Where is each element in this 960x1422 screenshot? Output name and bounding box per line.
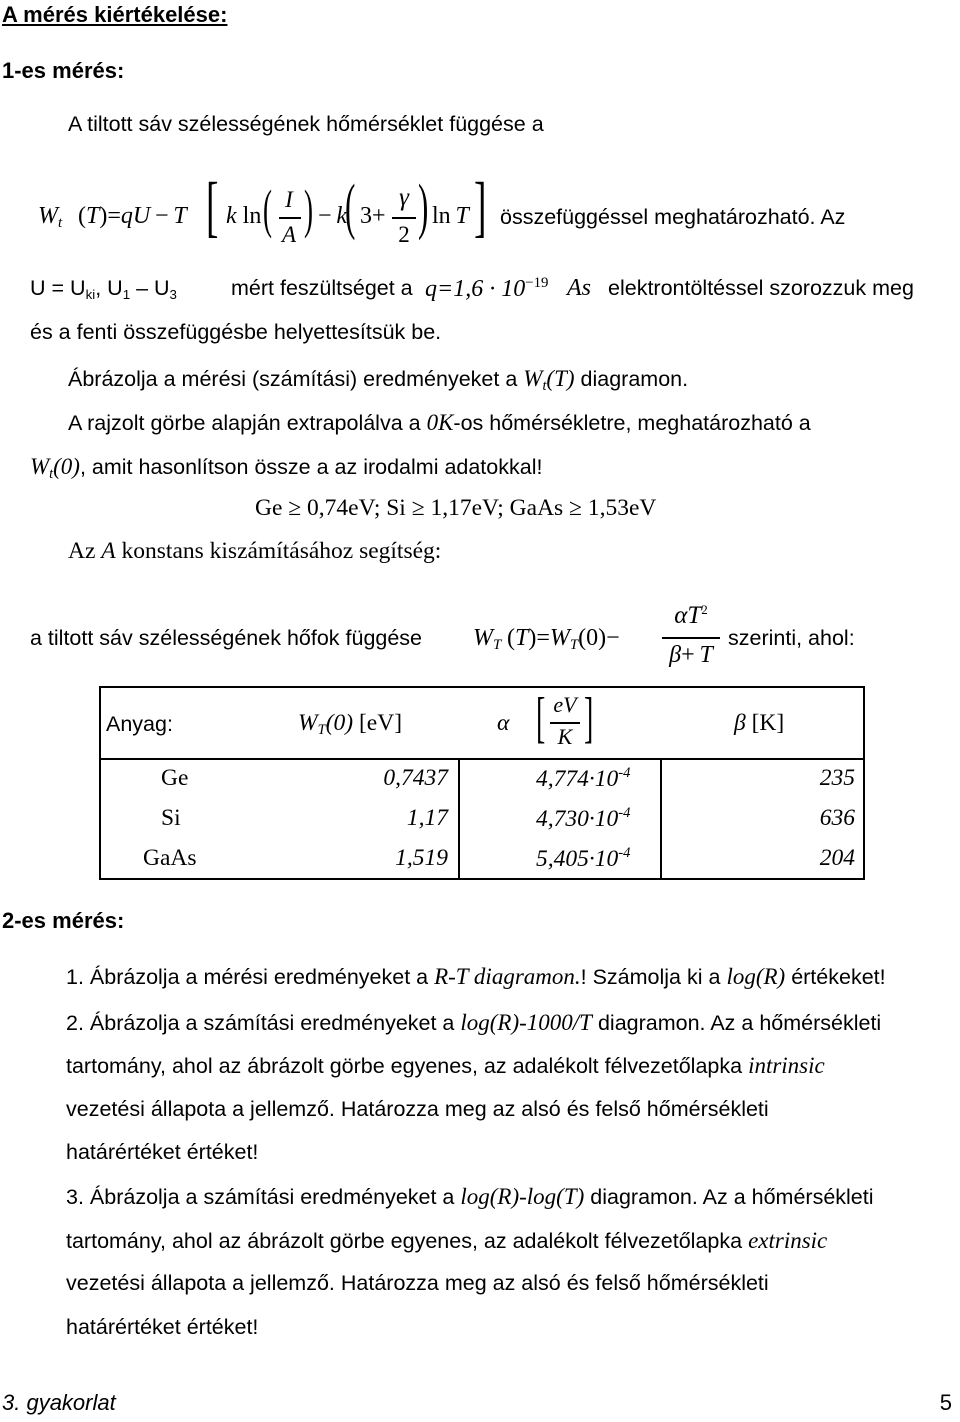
voltage-definition: $U = U_{ki}$, $U_1 - U_3$ xyxy=(30,276,177,302)
plot-instruction: Ábrázolja a mérési (számítási) eredményeket a $W_t(T)$ diagramon. xyxy=(68,366,689,394)
formula1-tail: összefüggéssel meghatározható. Az xyxy=(500,205,846,229)
line3-text2: elektrontöltéssel szorozzuk meg xyxy=(608,276,914,300)
cell-wt0: 1,519 xyxy=(395,845,448,871)
page-heading: A mérés kiértékelése: xyxy=(2,2,228,27)
cell-material: GaAs xyxy=(143,845,197,871)
line4: és a fenti összefüggésbe helyettesítsük be. xyxy=(30,320,442,344)
meas1-label: 1-es mérés: xyxy=(2,58,125,83)
header-beta: β [K] xyxy=(734,710,785,736)
meas1-intro: A tiltott sáv szélességének hőmérséklet függése a xyxy=(68,112,544,136)
cell-beta: 636 xyxy=(819,805,855,831)
cell-wt0: 0,7437 xyxy=(383,765,448,791)
formula2-lead: a tiltott sáv szélességének hőfok függése xyxy=(30,626,423,650)
cell-beta: 204 xyxy=(819,845,855,871)
formula2-tail: szerinti, ahol: xyxy=(728,626,855,650)
header-material: Anyag: xyxy=(106,712,173,736)
page-number: 5 xyxy=(939,1390,952,1415)
charge-unit: As xyxy=(567,275,591,301)
compare-instruction: $W_t(0)$, amit hasonlítson össze a az irodalmi adatokkal! xyxy=(30,454,543,482)
extrapolation-instruction: A rajzolt görbe alapján extrapolálva a 0K-os hőmérsékletre, meghatározható a xyxy=(68,410,811,435)
cell-material: Si xyxy=(161,805,181,831)
charge-value: $q=1,6 \cdot 10^{-19}$ xyxy=(425,275,549,302)
cell-alpha: $5,405\cdot 10^{-4}$ xyxy=(536,845,631,872)
line3-text1: mért feszültséget a xyxy=(231,276,413,300)
meas2-label: 2-es mérés: xyxy=(2,908,125,933)
header-alpha: α xyxy=(497,710,510,736)
footer-left: 3. gyakorlat xyxy=(2,1390,116,1415)
meas2-item-1: 1. Ábrázolja a mérési eredményeket a R-T diagramon.! Számolja ki a log(R) értékeket! xyxy=(66,964,886,989)
header-wt0: $W_T(0)$ [eV] xyxy=(298,710,403,738)
cell-material: Ge xyxy=(161,765,189,791)
cell-beta: 235 xyxy=(819,765,855,791)
cell-wt0: 1,17 xyxy=(406,805,448,831)
cell-alpha: $4,730\cdot 10^{-4}$ xyxy=(536,805,631,832)
cell-alpha: $4,774\cdot 10^{-4}$ xyxy=(536,765,631,792)
help-text: Az A konstans kiszámításához segítség: xyxy=(68,538,442,564)
literature-values: Ge ≥ 0,74eV; Si ≥ 1,17eV; GaAs ≥ 1,53eV xyxy=(255,495,657,521)
